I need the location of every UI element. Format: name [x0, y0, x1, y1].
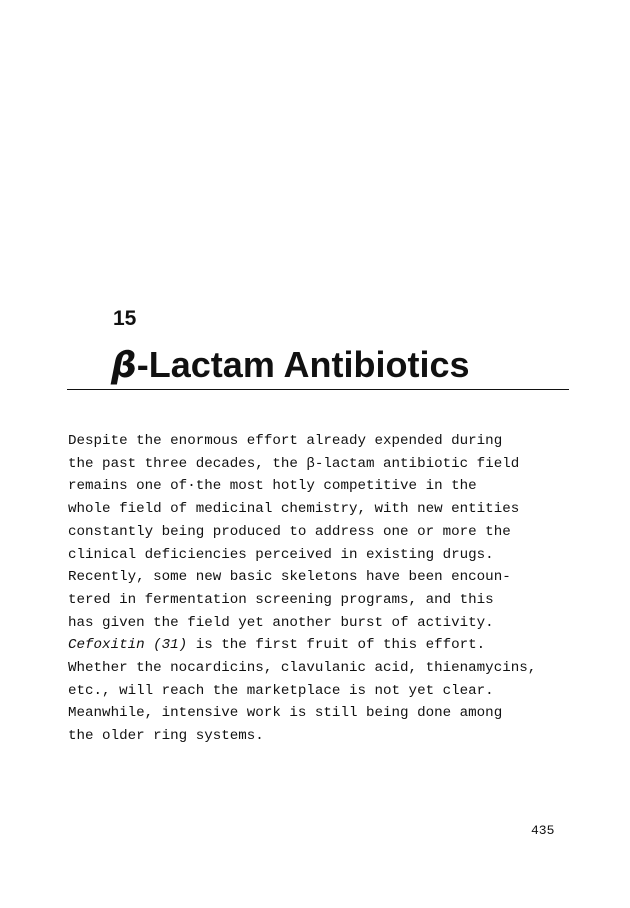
- text-line-rest: is the first fruit of this effort.: [187, 637, 486, 654]
- chapter-title: [111, 343, 469, 388]
- text-line: has given the field yet another burst of activity.: [68, 614, 494, 631]
- text-line: whole field of medicinal chemistry, with new entities: [68, 501, 520, 518]
- text-line: Recently, some new basic skeletons have been encoun-: [68, 569, 511, 586]
- title-rule: [67, 389, 569, 390]
- chapter-title-text: -Lactam Antibiotics: [136, 344, 470, 385]
- chapter-number: 15: [113, 307, 137, 330]
- text-line: etc., will reach the marketplace is not yet clear.: [68, 682, 494, 699]
- text-line: Despite the enormous effort already expended during: [68, 433, 503, 449]
- compound-reference: Cefoxitin (31): [68, 637, 188, 654]
- text-line: clinical deficiencies perceived in existing drugs.: [68, 546, 494, 563]
- page-number: 435: [531, 823, 555, 838]
- text-line: the past three decades, the β-lactam antibiotic field: [68, 455, 520, 472]
- body-paragraph: [68, 430, 588, 748]
- text-line: Meanwhile, intensive work is still being done among: [68, 705, 503, 722]
- text-line: remains one of·the most hotly competitive in the: [68, 478, 477, 495]
- text-line: the older ring systems.: [68, 728, 264, 745]
- text-line: Whether the nocardicins, clavulanic acid, thienamycins,: [68, 660, 537, 677]
- text-line: constantly being produced to address one or more the: [68, 523, 511, 540]
- text-line-cefoxitin: [68, 634, 588, 657]
- chapter-title-beta: β: [111, 345, 137, 386]
- text-line: tered in fermentation screening programs, and this: [68, 591, 494, 608]
